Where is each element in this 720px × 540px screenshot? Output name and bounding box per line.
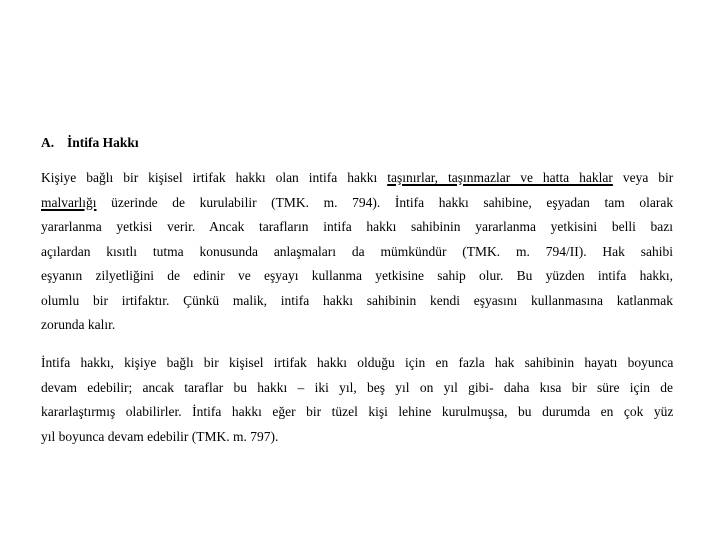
underlined-text: malvarlığı: [41, 194, 97, 210]
paragraph-2-line-1: İntifa hakkı, kişiye bağlı bir kişisel irtifak hakkı olduğu için en fazla hak sahibinin hayatı boyunca: [41, 355, 674, 370]
paragraph-1-line-7: zorunda kalır.: [41, 317, 116, 332]
paragraph-1-line-6: olumlu bir irtifaktır. Çünkü malik, intifa hakkı sahibinin kendi eşyasını kullanmasına katlanmak: [41, 292, 673, 308]
paragraph-2-line-3: kararlaştırmış olabilirler. İntifa hakkı eğer bir tüzel kişi lehine kurulmuşsa, bu durumda en çok yüz: [41, 404, 674, 419]
section-title: İntifa Hakkı: [67, 135, 139, 150]
section-number: A.: [41, 135, 55, 150]
paragraph-2-line-4: yıl boyunca devam edebilir (TMK. m. 797).: [41, 428, 279, 444]
paragraph-1-line-1: [41, 166, 673, 191]
paragraph-1-line-5: eşyanın zilyetliğini de edinir ve eşyayı kullanma yetkisine sahip olur. Bu yüzden intifa hakkı,: [41, 268, 673, 283]
paragraph-1: [41, 166, 673, 338]
line-text: üzerinde de kurulabilir (TMK. m. 794). İntifa hakkı sahibine, eşyadan tam olarak: [96, 194, 674, 210]
paragraph-1-line-3: yararlanma yetkisi verir. Ancak tarafların intifa hakkı sahibinin yararlanma yetkisini belli bazı: [41, 219, 673, 234]
paragraph-1-line-4: açılardan kısıtlı tutma konusunda anlaşmaları da mümkündür (TMK. m. 794/II). Hak sahibi: [41, 243, 673, 259]
line-text: veya bir: [612, 170, 674, 185]
underlined-text: taşınırlar, taşınmazlar ve hatta haklar: [387, 170, 613, 185]
document-page: [41, 0, 673, 540]
section-heading: [41, 135, 139, 151]
paragraph-2: [41, 351, 673, 449]
paragraph-1-line-2: [41, 191, 673, 216]
paragraph-2-line-2: devam edebilir; ancak taraflar bu hakkı – iki yıl, beş yıl on yıl gibi- daha kısa bir süre için de: [41, 379, 673, 395]
line-text: Kişiye bağlı bir kişisel irtifak hakkı olan intifa hakkı: [41, 170, 388, 185]
